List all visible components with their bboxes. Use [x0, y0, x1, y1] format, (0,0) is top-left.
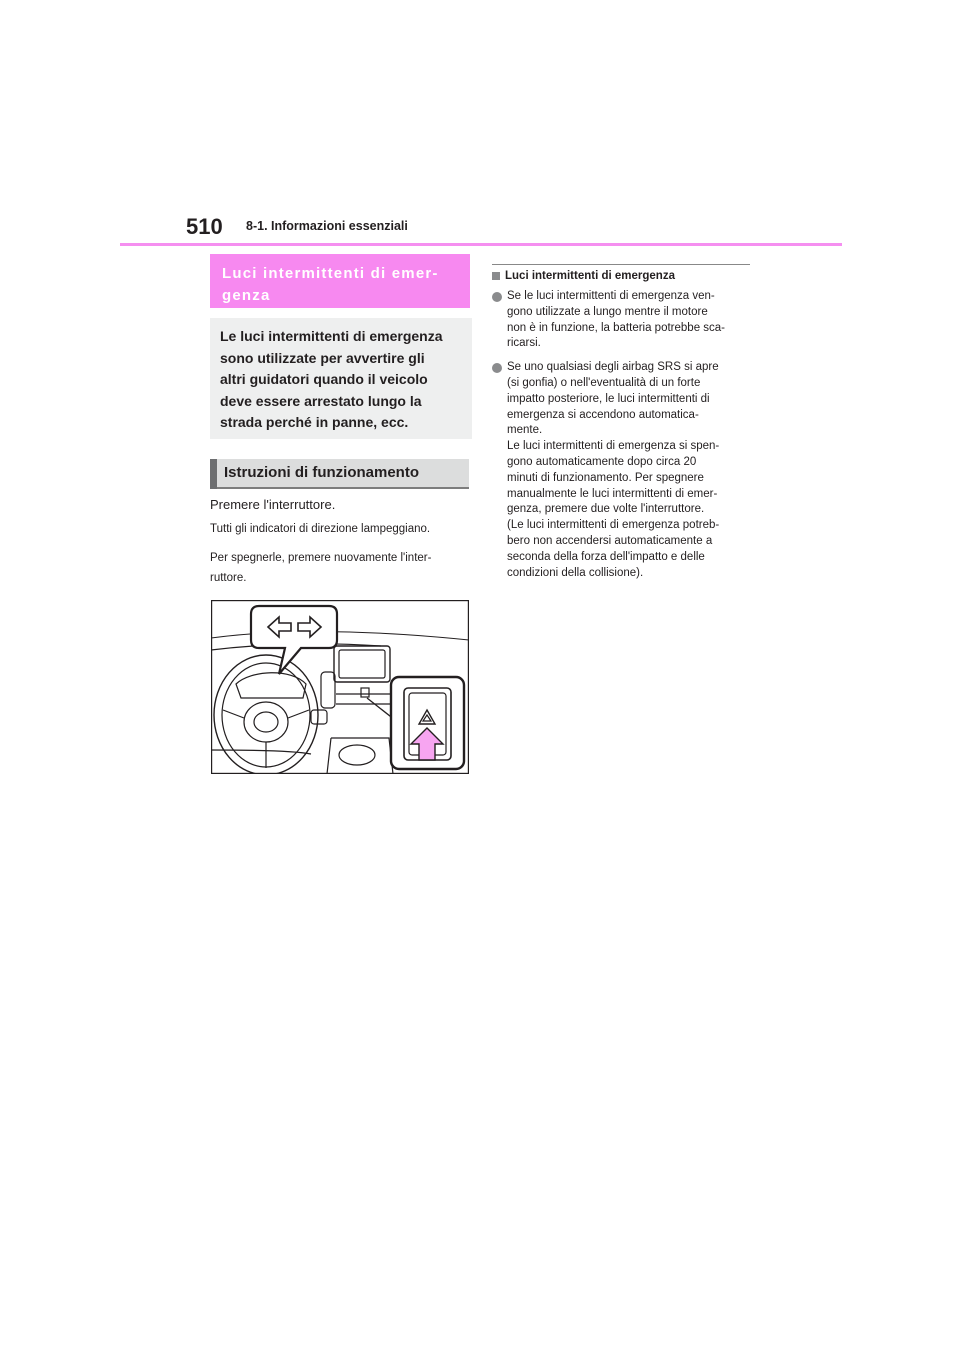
bullet-text: Se uno qualsiasi degli airbag SRS si apre (si gonfia) o nell'eventualità di un forte impatto posteriore, le luci intermittenti di emergenza si accendono automatica- mente. Le luci intermittenti di emergenza si spen- gono automaticamente dopo circa 20 minuti di funzionamento. Per spegnere manualmente le luci intermittenti di emer- genza, premere due volte l'interruttore. (Le luci intermittenti di emergenza potreb- bero non accendersi automaticamente a seconda della forza dell'impatto e delle condizioni della collisione). — [507, 361, 720, 579]
section-title: 8-1. Informazioni essenziali — [246, 219, 408, 233]
instruction-line: ruttore. — [210, 572, 247, 584]
summary-line: deve essere arrestato lungo la — [220, 392, 422, 409]
title-box — [210, 254, 470, 308]
bullet-icon — [492, 363, 502, 373]
page-number: 510 — [186, 214, 223, 239]
instruction-line: Per spegnerle, premere nuovamente l'inter- — [210, 552, 432, 564]
instruction-note — [210, 548, 466, 588]
notes-heading-text: Luci intermittenti di emergenza — [505, 270, 675, 282]
notes-column — [492, 264, 750, 589]
notes-heading — [492, 270, 750, 282]
summary-line: strada perché in panne, ecc. — [220, 414, 409, 430]
summary-line: Le luci intermittenti di emergenza — [220, 328, 443, 344]
instructions-heading: Istruzioni di funzionamento — [210, 459, 469, 489]
title-line: Luci intermittenti di emer- — [222, 265, 439, 282]
summary-box — [210, 318, 472, 439]
list-item — [492, 289, 750, 352]
dashboard-illustration — [211, 600, 469, 774]
summary-line: altri guidatori quando il veicolo — [220, 371, 428, 387]
bullet-text: Se le luci intermittenti di emergenza ven- gono utilizzate a lungo mentre il motore non è in funzione, la batteria potrebbe sca- ricarsi. — [507, 290, 726, 350]
hazard-switch-icon — [391, 677, 464, 769]
instruction-note: Tutti gli indicatori di direzione lampeggiano. — [210, 523, 431, 535]
bullet-icon — [492, 292, 502, 302]
notes-rule — [492, 264, 750, 265]
summary-line: sono utilizzate per avvertire gli — [220, 349, 425, 366]
list-item — [492, 360, 750, 581]
square-bullet-icon — [492, 272, 500, 280]
instruction-step: Premere l'interruttore. — [210, 497, 336, 512]
title-line: genza — [222, 287, 271, 304]
header-rule — [120, 243, 842, 246]
